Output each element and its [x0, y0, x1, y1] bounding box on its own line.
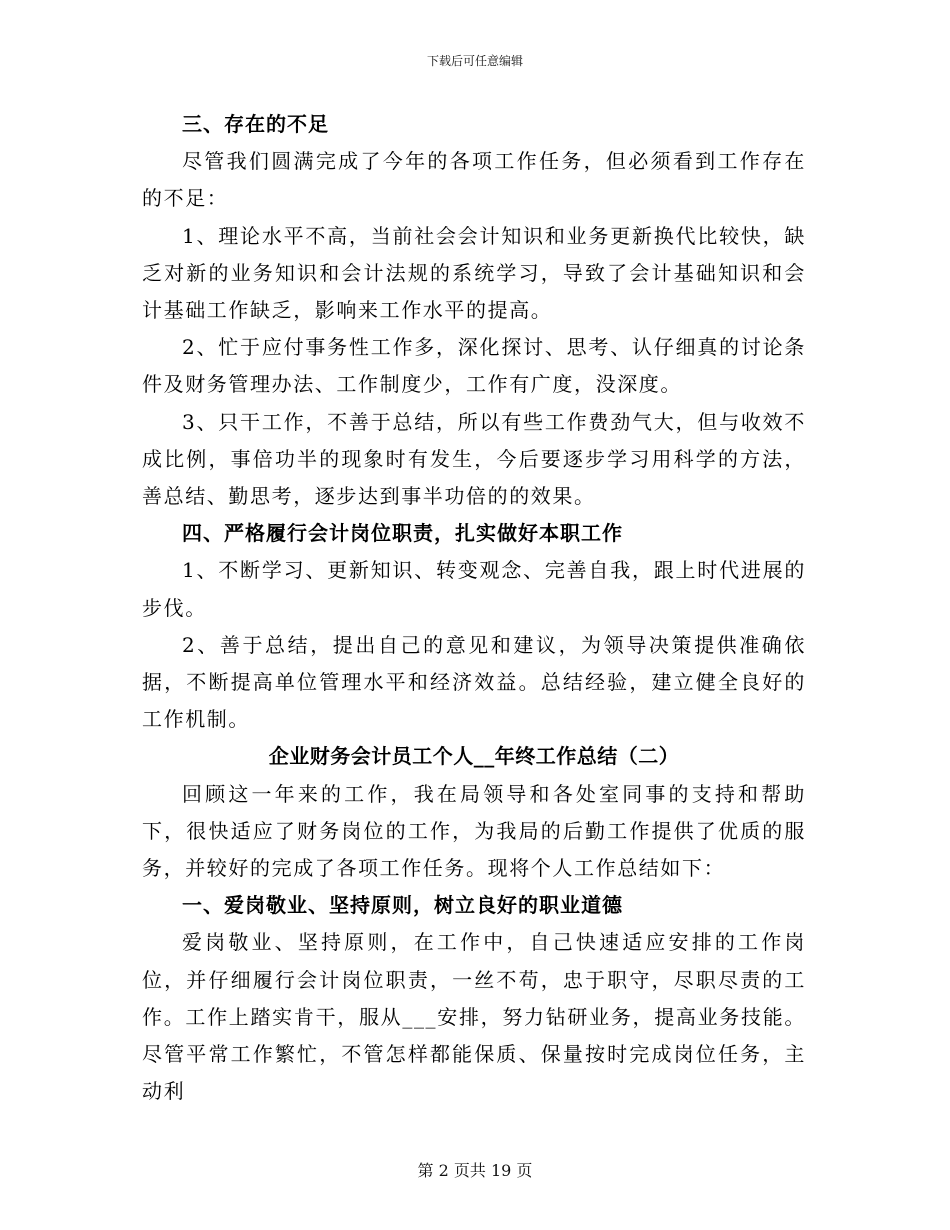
paragraph-shortcomings-intro: 尽管我们圆满完成了今年的各项工作任务，但必须看到工作存在的不足：: [142, 149, 806, 211]
page-footer: 第 2 页共 19 页: [417, 1161, 533, 1180]
paragraph-duty-2: 2、善于总结，提出自己的意见和建议，为领导决策提供准确依据，不断提高单位管理水平和经济效益。总结经验，建立健全良好的工作机制。: [142, 632, 806, 732]
section-heading-duties: 四、严格履行会计岗位职责，扎实做好本职工作: [182, 521, 623, 546]
paragraph-shortcoming-1: 1、理论水平不高，当前社会会计知识和业务更新换代比较快，缺乏对新的业务知识和会计法规的系统学习，导致了会计基础知识和会计基础工作缺乏，影响来工作水平的提高。: [142, 223, 806, 323]
paragraph-shortcoming-3: 3、只干工作，不善于总结，所以有些工作费劲气大，但与收效不成比例，事倍功半的现象时有发生，今后要逐步学习用科学的方法，善总结、勤思考，逐步达到事半功倍的的效果。: [142, 409, 806, 509]
paragraph-duty-1: 1、不断学习、更新知识、转变观念、完善自我，跟上时代进展的步伐。: [142, 558, 806, 620]
section-heading-shortcomings: 三、存在的不足: [182, 112, 329, 136]
document-title-part-2: 企业财务会计员工个人__年终工作总结（二）: [268, 744, 680, 769]
document-body: [142, 106, 806, 1110]
paragraph-professional-ethics: 爱岗敬业、坚持原则，在工作中，自己快速适应安排的工作岗位，并仔细履行会计岗位职责，一丝不苟，忠于职守，尽职尽责的工作。工作上踏实肯干，服从___安排，努力钻研业务，提高业务技能。尽管平常工作繁忙，不管怎样都能保质、保量按时完成岗位任务，主动利: [142, 930, 806, 1104]
paragraph-shortcoming-2: 2、忙于应付事务性工作多，深化探讨、思考、认仔细真的讨论条件及财务管理办法、工作制度少，工作有广度，没深度。: [142, 335, 806, 397]
paragraph-review-intro: 回顾这一年来的工作，我在局领导和各处室同事的支持和帮助下，很快适应了财务岗位的工作，为我局的后勤工作提供了优质的服务，并较好的完成了各项工作任务。现将个人工作总结如下：: [142, 781, 806, 881]
page-header: 下载后可任意编辑: [426, 54, 523, 68]
section-heading-professional-ethics: 一、爱岗敬业、坚持原则，树立良好的职业道德: [182, 893, 623, 918]
